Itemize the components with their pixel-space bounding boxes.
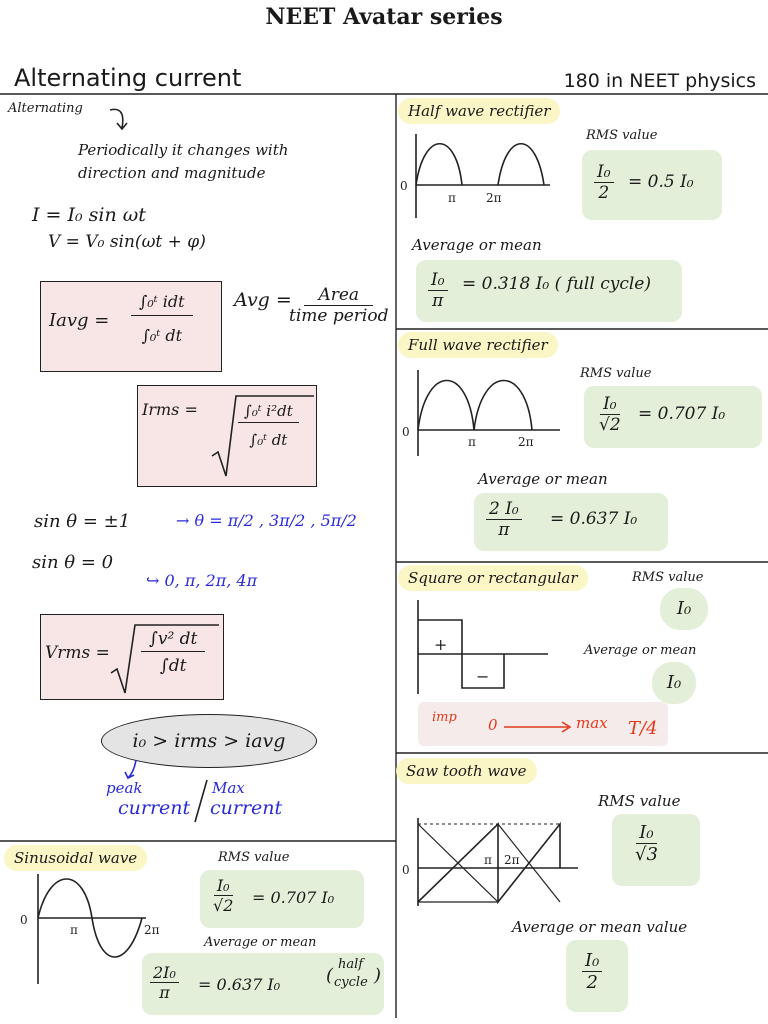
vrms-numerator: ∫v² dt <box>141 627 205 652</box>
iavg-denominator: ∫₀ᵗ dt <box>141 326 183 345</box>
current-order-relation: i₀ > irms > iavg <box>132 730 286 752</box>
half-rms-result: = 0.5 I₀ <box>628 172 694 192</box>
square-avg-value: I₀ <box>666 672 682 693</box>
full-axis-zero: 0 <box>402 425 410 439</box>
irms-formula-box <box>137 385 317 487</box>
half-avg-box <box>416 260 682 322</box>
full-avg-box <box>474 493 668 551</box>
full-rms-result: = 0.707 I₀ <box>638 404 726 424</box>
full-rms-fraction <box>596 394 624 435</box>
square-rms-value: I₀ <box>676 598 692 619</box>
square-rms-title: RMS value <box>632 570 704 585</box>
saw-rms-denominator: √3 <box>635 844 658 865</box>
sin-rms-title: RMS value <box>218 850 290 865</box>
full-axis-2pi: 2π <box>518 435 534 449</box>
sin-rms-denominator: √2 <box>213 896 234 915</box>
half-avg-fraction <box>428 270 448 311</box>
sin-axis-2pi: 2π <box>144 923 160 937</box>
iavg-lhs: Iavg = <box>49 310 110 331</box>
full-avg-denominator: π <box>498 520 510 540</box>
sin-avg-title: Average or mean <box>204 935 317 950</box>
peak-label: peak <box>106 779 143 797</box>
sin-axis-pi: π <box>70 923 78 937</box>
half-avg-title: Average or mean <box>412 236 542 254</box>
half-avg-numerator: I₀ <box>428 270 448 291</box>
square-tag: Square or rectangular <box>398 565 588 591</box>
sin-avg-fraction <box>150 963 179 1002</box>
half-axis-zero: 0 <box>400 179 408 193</box>
saw-avg-denominator: 2 <box>586 972 598 993</box>
sin-zero-values: 0, π, 2π, 4π <box>164 571 258 590</box>
iavg-fraction <box>131 288 193 345</box>
square-minus: − <box>476 667 490 686</box>
square-avg-box <box>652 662 696 704</box>
iavg-numerator: ∫₀ᵗ idt <box>131 288 193 316</box>
imp-from: 0 <box>488 716 498 734</box>
alternating-label: Alternating <box>8 101 83 116</box>
sin-avg-denominator: π <box>159 983 170 1002</box>
sin-zero: sin θ = 0 <box>32 552 114 573</box>
irms-fraction <box>238 400 299 449</box>
sawtooth-tag: Saw tooth wave <box>396 758 537 784</box>
saw-rms-fraction <box>632 822 661 865</box>
vrms-denominator: ∫dt <box>159 656 187 676</box>
square-plus: + <box>434 635 448 654</box>
half-avg-result: = 0.318 I₀ ( full cycle) <box>462 274 651 294</box>
sin-avg-note-half: half <box>338 957 364 972</box>
chapter-title: Alternating current <box>14 64 242 92</box>
sin-plus-minus-one-result: → θ = π/2 , 3π/2 , 5π/2 <box>176 511 357 530</box>
sin-plus-minus-one: sin θ = ±1 <box>34 511 131 532</box>
full-avg-result: = 0.637 I₀ <box>550 509 638 529</box>
arrow-right-icon <box>502 720 574 734</box>
half-wave-graph <box>398 132 558 222</box>
saw-avg-numerator: I₀ <box>582 950 602 972</box>
max-label: Max <box>212 779 245 797</box>
sin-rms-numerator: I₀ <box>214 876 233 896</box>
sin-rms-box <box>200 870 364 928</box>
peak-current-label: current <box>118 797 191 819</box>
imp-at: T/4 <box>628 718 658 739</box>
full-axis-pi: π <box>468 435 476 449</box>
half-wave-tag: Half wave rectifier <box>398 98 560 124</box>
full-wave-graph <box>398 368 566 460</box>
square-rms-box <box>660 588 708 630</box>
max-current-label: current <box>210 797 283 819</box>
sinusoidal-tag: Sinusoidal wave <box>4 845 147 871</box>
avg-fraction <box>286 285 391 326</box>
saw-axis-2pi: 2π <box>504 853 520 867</box>
question-count: 180 in NEET physics <box>563 70 756 92</box>
full-rms-box <box>584 386 762 448</box>
vrms-fraction <box>141 627 205 676</box>
vrms-lhs: Vrms = <box>45 643 110 663</box>
saw-rms-numerator: I₀ <box>636 822 656 844</box>
sin-zero-result: ↪ 0, π, 2π, 4π <box>146 571 258 590</box>
half-axis-2pi: 2π <box>486 191 502 205</box>
half-rms-fraction <box>594 162 614 203</box>
saw-axis-pi: π <box>484 853 492 867</box>
slash-divider <box>192 778 210 824</box>
saw-avg-fraction <box>582 950 602 993</box>
sin-avg-result: = 0.637 I₀ <box>198 975 281 994</box>
avg-numerator: Area <box>304 285 373 306</box>
half-avg-denominator: π <box>432 291 444 311</box>
page-title: NEET Avatar series <box>265 4 503 30</box>
half-rms-denominator: 2 <box>598 183 610 203</box>
saw-avg-title: Average or mean value <box>512 918 688 936</box>
saw-avg-box <box>566 940 628 1012</box>
half-rms-title: RMS value <box>586 128 658 143</box>
half-axis-pi: π <box>448 191 456 205</box>
saw-rms-title: RMS value <box>598 792 681 810</box>
full-avg-title: Average or mean <box>478 470 608 488</box>
open-paren: ( <box>326 965 334 986</box>
half-rms-box <box>582 150 722 220</box>
sin-rms-fraction <box>210 876 236 915</box>
irms-lhs: Irms = <box>142 400 198 419</box>
sin-avg-numerator: 2I₀ <box>150 963 179 983</box>
irms-denominator: ∫₀ᵗ dt <box>249 431 288 449</box>
imp-to: max <box>576 714 608 732</box>
curved-arrow-icon <box>108 104 132 134</box>
sin-axis-zero: 0 <box>20 913 28 927</box>
iavg-formula-box <box>40 281 222 372</box>
saw-axis-zero: 0 <box>402 863 410 877</box>
full-rms-numerator: I₀ <box>600 394 620 415</box>
sin-result-values: θ = π/2 , 3π/2 , 5π/2 <box>194 511 357 530</box>
avg-lhs: Avg = <box>234 289 292 311</box>
full-rms-title: RMS value <box>580 366 652 381</box>
square-avg-title: Average or mean <box>584 643 697 658</box>
full-avg-fraction <box>486 499 522 540</box>
vrms-formula-box <box>40 614 224 700</box>
saw-rms-box <box>612 814 700 886</box>
square-wave-graph <box>412 598 554 698</box>
imp-note-box <box>418 702 668 746</box>
definition-line-2: direction and magnitude <box>78 164 266 182</box>
full-avg-numerator: 2 I₀ <box>486 499 522 520</box>
full-wave-tag: Full wave rectifier <box>398 332 558 358</box>
half-rms-numerator: I₀ <box>594 162 614 183</box>
sin-avg-box <box>142 953 384 1015</box>
voltage-equation: V = V₀ sin(ωt + φ) <box>48 232 206 252</box>
sin-rms-result: = 0.707 I₀ <box>252 888 335 907</box>
imp-label: imp <box>432 710 457 725</box>
close-paren: ) <box>374 965 382 986</box>
definition-line-1: Periodically it changes with <box>78 141 289 159</box>
avg-denominator: time period <box>289 306 389 326</box>
current-equation: I = I₀ sin ωt <box>32 204 146 226</box>
irms-numerator: ∫₀ᵗ i²dt <box>238 400 299 423</box>
sawtooth-wave-graph <box>398 816 582 910</box>
full-rms-denominator: √2 <box>599 415 621 435</box>
sin-avg-note-cycle: cycle <box>334 975 368 990</box>
